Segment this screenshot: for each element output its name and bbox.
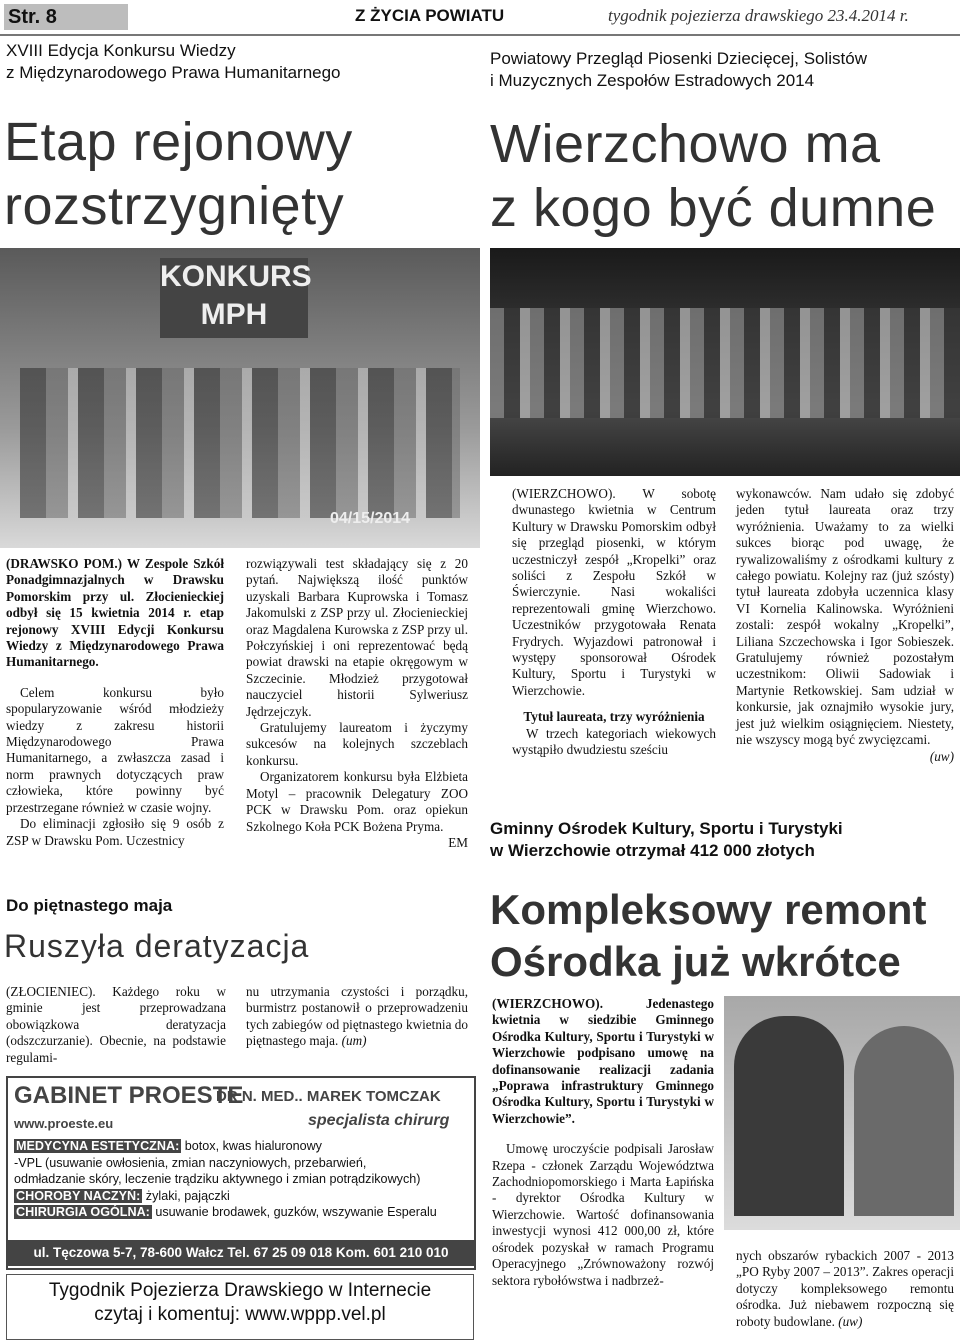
- remont-col-1: [492, 996, 714, 1289]
- remont-headline-line-1: Kompleksowy remont: [490, 886, 927, 933]
- left-article-p1: Celem konkursu było spopularyzowanie wśród młodzieży wiedzy z zakresu historii Międzynarodowego Prawa Humanitarnego, a zwłaszcza zasad i norm prawnych dotyczących praw człowieka, które powinny być przestrzegane również w czasie wojny.: [6, 684, 224, 815]
- left-article-p3: rozwiązywali test składający się z 20 pytań. Największą ilość punktów uzyskali Barbara Kuprowska i Tomasz Jakomulski z ZSP przy ul. Złocienieckiej oraz Magdalena Kurowska z ZSP przy ul. Połczyńskiej i oni reprezentować będą powiat drawski na etapie okręgowym w Szczecinie. Młodzież przygotował nauczyciel historii Sylweriusz Jędrzejczyk.: [246, 556, 468, 719]
- left-article-p2: Do eliminacji zgłosiło się 9 osób z ZSP w Drawsku Pom. Uczestnicy: [6, 816, 224, 848]
- deratyzacja-text-2: [246, 984, 468, 1050]
- right-article-p3: wykonawców. Nam udało się zdobyć jeden tytuł laureata oraz trzy wyróżnienia. Uważamy to za wielki sukces biorąc pod uwagę, że rywalizowaliśmy z ośrodkami kultury z całego powiatu. Kolejny raz (już szósty) tytuł laureata zdobyła uczennica klasy VI Kornelia Kalinowska. Wyróżnieni zostali: zespół wokalny „Kropelki”, Liliana Szczechowska i Igor Sobieszek. Gratulujemy również pozostałym uczestnikom: Oliwii Sadowiak i Martynie Retkowskiej. Sam udział w konkursie, jak oznajmiło wysokie jury, jest już wielkim osiągnięciem. Niestety, nie wszyscy mogą być zwycięzcami.: [736, 486, 954, 748]
- right-article-p2: W trzech kategoriach wiekowych wystąpiło dwudziestu sześciu: [512, 725, 716, 758]
- left-article-signature: EM: [448, 834, 468, 850]
- ad-service-3: odmładzanie skóry, leczenie trądziku aktywnego i zmian potrądzikowych): [14, 1172, 421, 1186]
- remont-p2: [736, 1248, 954, 1330]
- deratyzacja-text-1: (ZŁOCIENIEC). Każdego roku w gminie jest przeprowadzana obowiązkowa deratyzacja (odszczurzanie). Obecnie, na podstawie regulami-: [6, 984, 226, 1065]
- remont-kicker-line-2: w Wierzchowie otrzymał 412 000 złotych: [490, 841, 815, 860]
- left-headline: [4, 110, 474, 238]
- ad-service-1-text: botox, kwas hialuronowy: [181, 1139, 322, 1153]
- signing-photo: [724, 996, 960, 1230]
- deratyzacja-headline: Ruszyła deratyzacja: [4, 928, 310, 964]
- web-promo-line-2: czytaj i komentuj: www.wppp.vel.pl: [94, 1304, 386, 1325]
- page-number: Str. 8: [4, 4, 128, 30]
- remont-p1: Umowę uroczyście podpisali Jarosław Rzepa - członek Zarządu Województwa Zachodniopomorskiego i Marta Łapińska - dyrektor Ośrodka Kultury w Wierzchowie. Wartość dofinansowania inwestycji wynosi 412 000,00 zł, które ośrodek pozyskał w ramach Programu Operacyjnego „Zrównoważony rozwój sektora rybołówstwa i nadbrzeż-: [492, 1141, 714, 1288]
- ad-service-5: [14, 1204, 437, 1221]
- ad-services: [14, 1138, 437, 1221]
- right-kicker-line-2: i Muzycznych Zespołów Estradowych 2014: [490, 71, 815, 90]
- ad-service-1-title: MEDYCYNA ESTETYCZNA:: [16, 1139, 180, 1153]
- ad-service-4: [14, 1188, 437, 1205]
- remont-kicker-line-1: Gminny Ośrodek Kultury, Sportu i Turystyki: [490, 819, 843, 838]
- stage-photo: [490, 248, 960, 476]
- ad-specialty: specjalista chirurg: [308, 1112, 450, 1129]
- web-promo-line-1: Tygodnik Pojezierza Drawskiego w Internecie: [48, 1280, 432, 1301]
- remont-p2-body: nych obszarów rybackich 2007 - 2013 „PO Ryby 2007 – 2013”. Zakres operacji dotyczy kompleksowego remontu ośrodka. Już niebawem rozpoczną się roboty budowlane.: [736, 1248, 954, 1329]
- left-article-p4: Gratulujemy laureatom i życzymy sukcesów na kolejnych szczeblach konkursu.: [246, 720, 468, 768]
- ad-service-5-text: usuwanie brodawek, guzków, wszywanie Esperalu: [151, 1205, 437, 1219]
- right-kicker-line-1: Powiatowy Przegląd Piosenki Dziecięcej, Solistów: [490, 49, 867, 68]
- left-headline-line-2: rozstrzygnięty: [4, 176, 345, 236]
- deratyzacja-col-1: [6, 984, 226, 1066]
- remont-kicker: [490, 818, 955, 862]
- students-group: [20, 368, 460, 518]
- deratyzacja-col-2: [246, 984, 468, 1050]
- ad-service-1: [14, 1138, 437, 1155]
- performers-group: [490, 308, 960, 418]
- remont-lead: (WIERZCHOWO). Jedenastego kwietnia w siedzibie Gminnego Ośrodka Kultury, Sportu i Turystyki w Wierzchowie podpisano umowę na dofinansowanie realizacji zadania „Poprawa infrastruktury Gminnego Ośrodka Kultury, Sportu i Turystyki w Wierzchowie”.: [492, 996, 714, 1126]
- remont-signature: (uw): [838, 1313, 863, 1329]
- right-headline: [490, 112, 955, 240]
- paper-issue: tygodnik pojezierza drawskiego 23.4.2014 r.: [608, 6, 909, 25]
- konkurs-banner: KONKURS MPH: [160, 258, 308, 338]
- ad-service-4-title: CHOROBY NACZYŃ:: [16, 1188, 141, 1203]
- deratyzacja-kicker: Do piętnastego maja: [6, 896, 173, 915]
- deratyzacja-text-2-body: nu utrzymania czystości i porządku, burmistrz postanowił o przeprowadzeniu tych zabiegów od piętnastego kwietnia do piętnastego maja.: [246, 984, 468, 1049]
- ad-service-5-title: CHIRURGIA OGÓLNA:: [16, 1205, 150, 1219]
- right-kicker: [490, 48, 955, 92]
- photo-date-stamp: 04/15/2014: [330, 510, 411, 527]
- right-article-col-1: [512, 486, 716, 759]
- left-article-col-1: [6, 556, 224, 849]
- woman-figure: [854, 1026, 954, 1216]
- left-article-p5: Organizatorem konkursu była Elżbieta Motyl – pracownik Delegatury ZOO PCK w Drawsku Pom. oraz opiekun Szkolnego Koła PCK Bożena Pryma.: [246, 769, 468, 834]
- left-headline-line-1: Etap rejonowy: [4, 112, 353, 172]
- right-article-col-2: [736, 486, 954, 765]
- remont-col-2: [736, 1248, 954, 1330]
- remont-headline-line-2: Ośrodka już wkrótce: [490, 938, 901, 985]
- remont-headline: [490, 884, 955, 988]
- deratyzacja-signature: (um): [341, 1033, 367, 1049]
- ad-doctor: DR N. MED.. MAREK TOMCZAK: [216, 1088, 441, 1105]
- proeste-ad: [6, 1076, 476, 1270]
- right-article-signature: (uw): [929, 748, 954, 764]
- konkurs-photo: [0, 248, 480, 548]
- right-headline-line-2: z kogo być dumne: [490, 178, 937, 238]
- ad-website: www.proeste.eu: [14, 1116, 114, 1131]
- web-promo-box: [6, 1274, 474, 1340]
- man-figure: [734, 1016, 844, 1216]
- right-article-p1: (WIERZCHOWO). W sobotę dwunastego kwietnia w Centrum Kultury w Drawsku Pomorskim odbył się przegląd piosenki, w którym uczestniczył zespół „Kropelki” oraz soliści z Zespołu Szkół w Świerczynie. Nasi wokaliści reprezentowali gminę Wierzchowo. Uczestników przygotowała Renata Frydrych. Wyjazdowi patronował i występy sponsorował Ośrodek Kultury, Sportu i Turystyki w Wierzchowie.: [512, 486, 716, 698]
- left-kicker-line-1: XVIII Edycja Konkursu Wiedzy: [6, 41, 236, 60]
- left-article-lead: (DRAWSKO POM.) W Zespole Szkół Ponadgimnazjalnych w Drawsku Pomorskim przy ul. Złocienieckiej odbył się 15 kwietnia 2014 r. etap rejonowy XVIII Edycji Konkursu Wiedzy z Międzynarodowego Prawa Humanitarnego.: [6, 556, 224, 670]
- ad-service-4-text: żylaki, pajączki: [142, 1188, 230, 1203]
- ad-clinic-name: GABINET PROESTE: [14, 1082, 244, 1109]
- left-kicker: [6, 40, 476, 84]
- right-article-subhead: Tytuł laureata, trzy wyróżnienia: [523, 709, 705, 725]
- section-title: Z ŻYCIA POWIATU: [355, 6, 505, 25]
- left-article-col-2: [246, 556, 468, 851]
- ad-address: ul. Tęczowa 5-7, 78-600 Wałcz Tel. 67 25 09 018 Kom. 601 210 010: [8, 1240, 474, 1266]
- left-kicker-line-2: z Międzynarodowego Prawa Humanitarnego: [6, 63, 341, 82]
- ad-service-2: -VPL (usuwanie owłosienia, zmian naczyniowych, przebarwień,: [14, 1155, 367, 1170]
- right-headline-line-1: Wierzchowo ma: [490, 114, 881, 174]
